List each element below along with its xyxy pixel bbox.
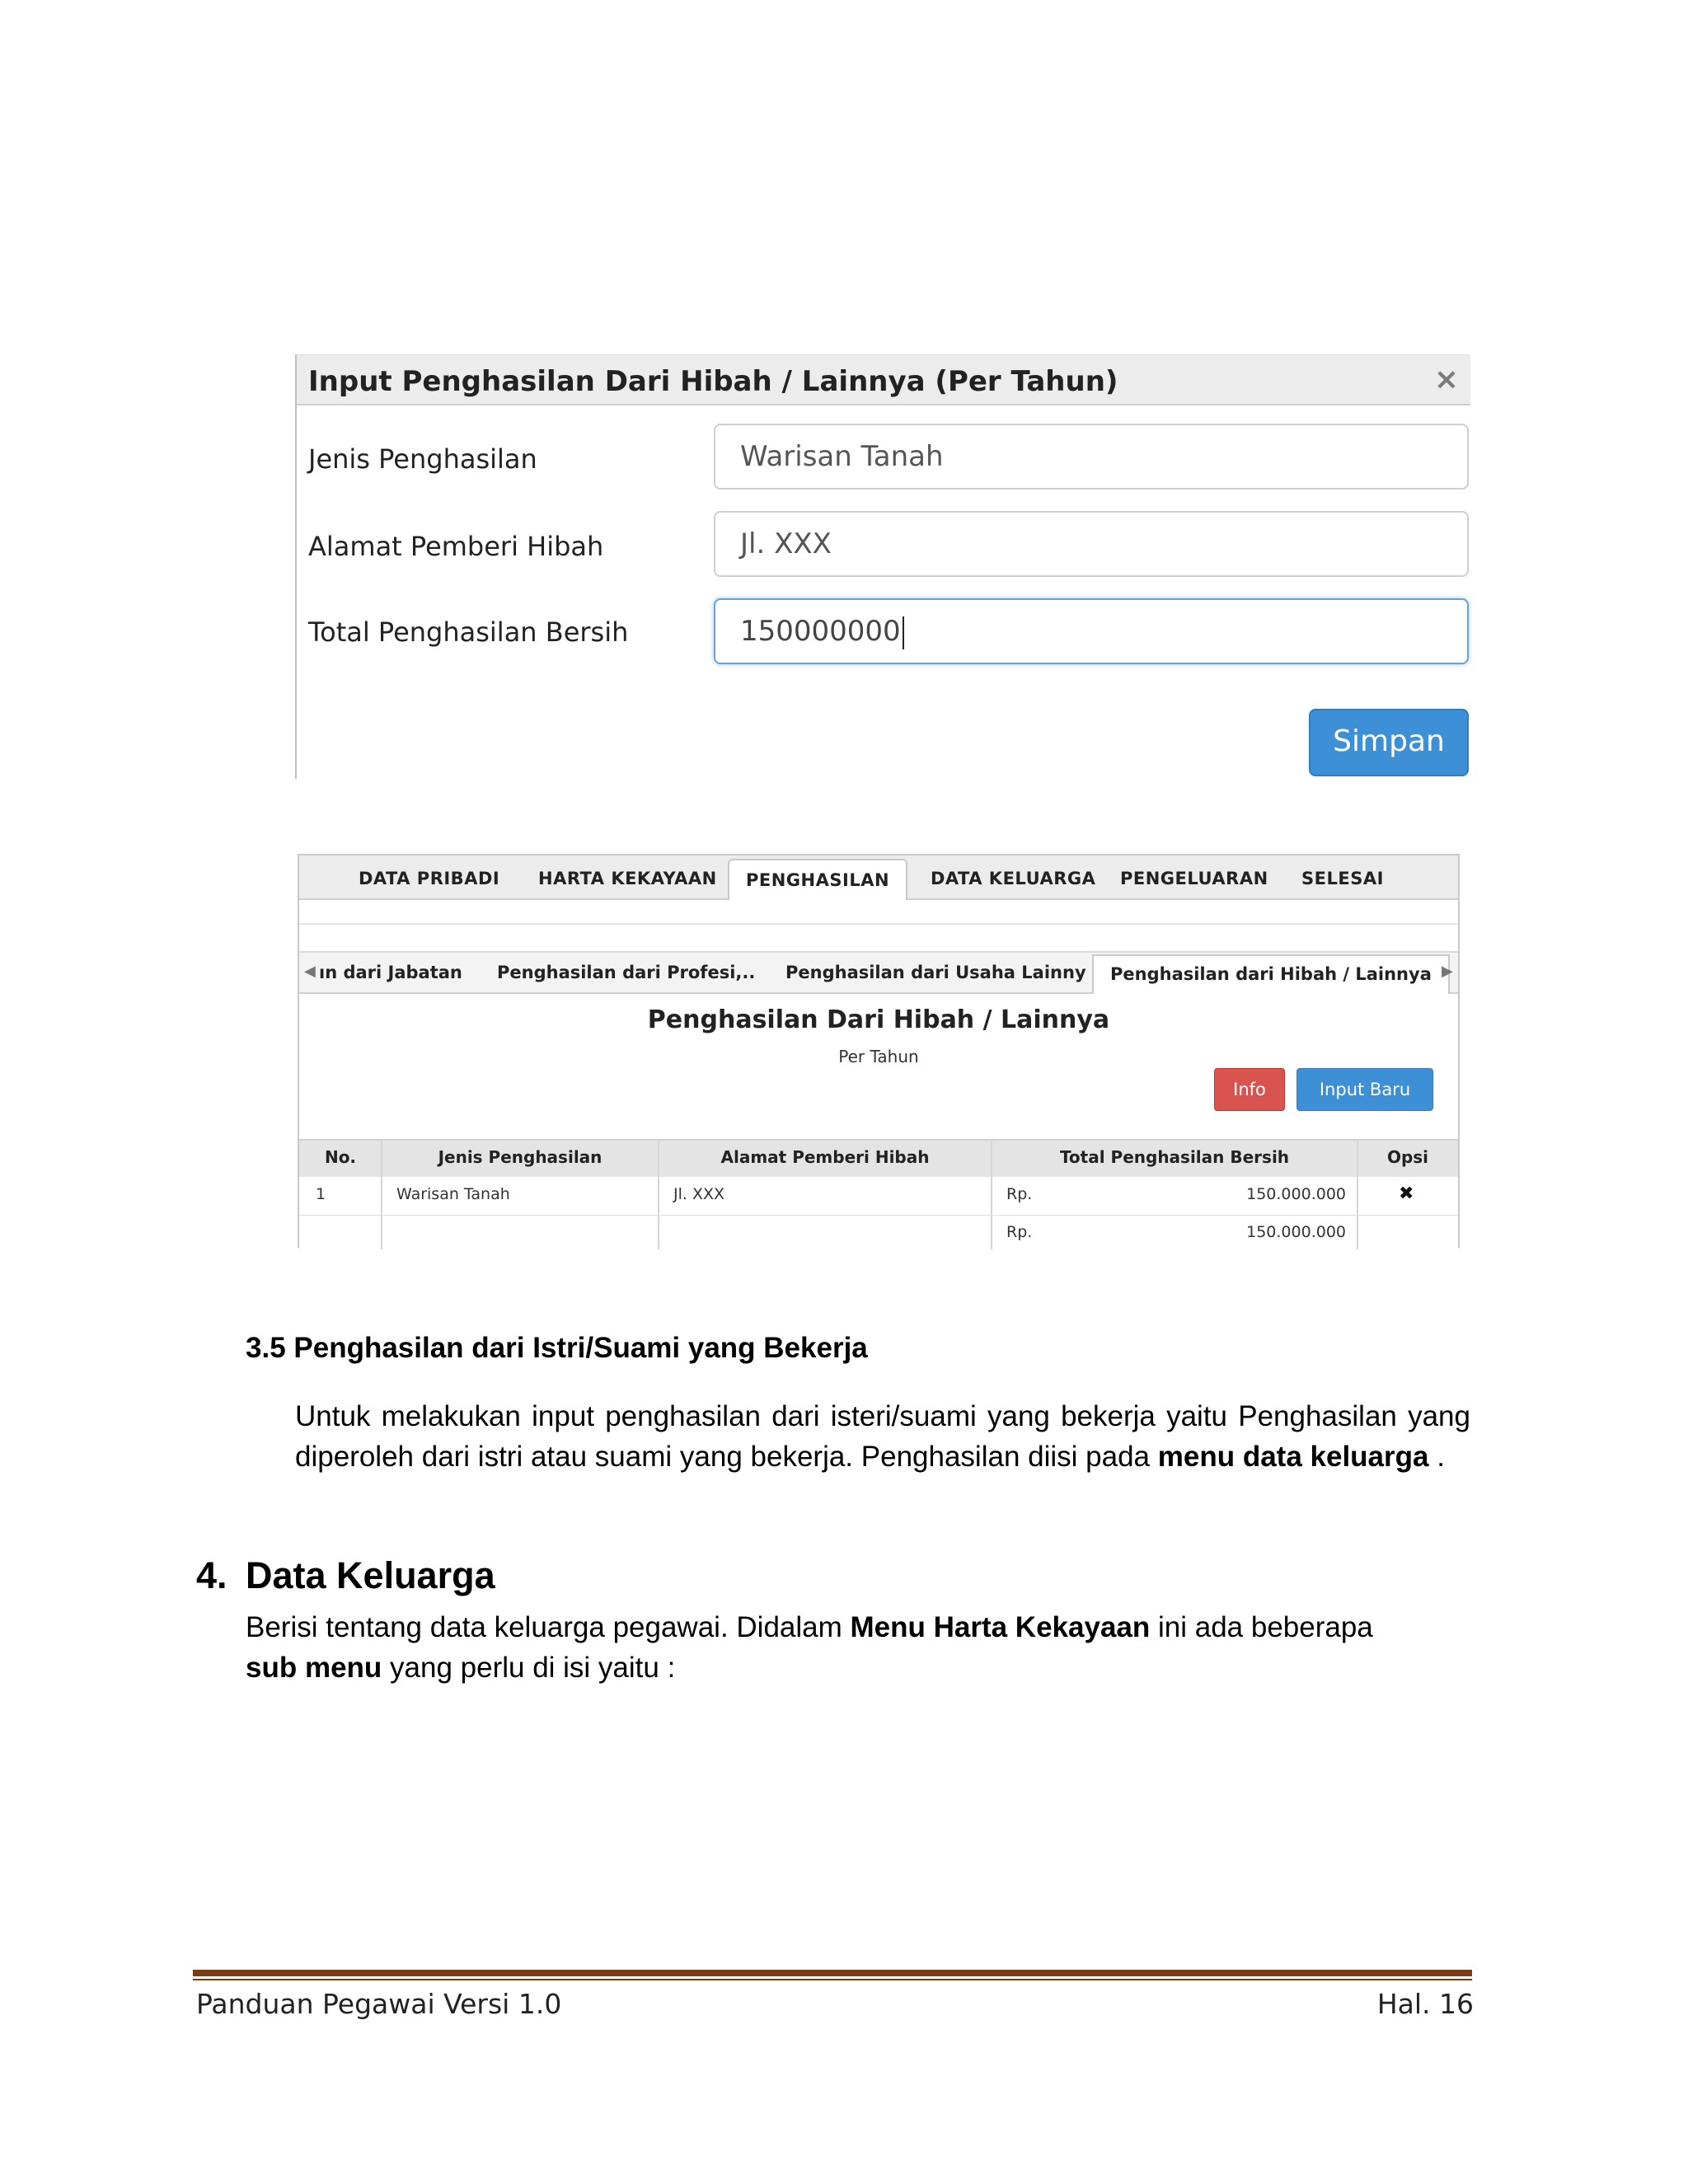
jenis-penghasilan-input[interactable]: Warisan Tanah: [714, 424, 1469, 490]
bold-run: Menu Harta Kekayaan: [850, 1611, 1151, 1643]
col-total: Total Penghasilan Bersih: [1059, 1147, 1290, 1167]
total-penghasilan-input[interactable]: [714, 598, 1469, 664]
col-no: No.: [324, 1147, 357, 1167]
row-jenis: Warisan Tanah: [396, 1185, 510, 1203]
section-heading-3-5: 3.5 Penghasilan dari Istri/Suami yang Bekerja: [246, 1332, 868, 1364]
divider: [299, 923, 1458, 925]
text-run: ini ada beberapa: [1150, 1611, 1373, 1643]
text-run: Untuk melakukan input penghasilan dari isteri/suami yang bekerja yaitu Penghasilan yang diperoleh dari istri atau suami yang bekerja. Penghasilan diisi pada: [295, 1400, 1470, 1473]
table-header: [299, 1139, 1458, 1177]
sub-tab-bar: [299, 951, 1458, 994]
paragraph-3-5: [295, 1396, 1470, 1477]
section-subtitle: Per Tahun: [838, 1047, 919, 1066]
row-divider: [299, 1215, 1458, 1216]
tab-selesai[interactable]: SELESAI: [1301, 869, 1384, 888]
col-jenis: Jenis Penghasilan: [438, 1147, 603, 1167]
input-modal: [295, 354, 1470, 779]
row-currency: Rp.: [1006, 1185, 1033, 1203]
delete-icon[interactable]: ✖: [1399, 1183, 1414, 1204]
tab-data-pribadi[interactable]: DATA PRIBADI: [359, 869, 500, 888]
save-button[interactable]: Simpan: [1309, 709, 1469, 776]
subtab-hibah-lainnya[interactable]: Penghasilan dari Hibah / Lainnya: [1092, 954, 1450, 994]
chapter-title: Data Keluarga: [246, 1554, 495, 1596]
tab-data-keluarga[interactable]: DATA KELUARGA: [931, 869, 1096, 888]
penghasilan-panel: [298, 854, 1460, 1248]
chapter-heading-4: [196, 1554, 495, 1597]
col-divider: [658, 1139, 659, 1249]
main-tab-bar: [299, 855, 1458, 900]
text-run: .: [1428, 1441, 1445, 1473]
bold-run: menu data keluarga: [1157, 1441, 1429, 1473]
col-alamat: Alamat Pemberi Hibah: [720, 1147, 930, 1167]
modal-header: [297, 354, 1470, 405]
close-icon[interactable]: ×: [1433, 363, 1459, 396]
total-currency: Rp.: [1006, 1223, 1033, 1241]
row-alamat: Jl. XXX: [673, 1185, 725, 1203]
text-run: Berisi tentang data keluarga pegawai. Didalam: [246, 1611, 851, 1643]
total-value: 150000000: [740, 615, 901, 648]
row-no: 1: [316, 1185, 326, 1203]
text-run: yang perlu di isi yaitu :: [382, 1652, 676, 1684]
modal-title: Input Penghasilan Dari Hibah / Lainnya (Per Tahun): [308, 365, 1118, 398]
field-label-alamat: Alamat Pemberi Hibah: [308, 531, 604, 562]
paragraph-4: [246, 1607, 1482, 1688]
subtab-profesi[interactable]: Penghasilan dari Profesi,..: [497, 963, 756, 982]
bold-run: sub menu: [246, 1652, 382, 1684]
input-baru-button[interactable]: Input Baru: [1296, 1068, 1433, 1111]
text-caret: [903, 616, 904, 649]
tab-harta-kekayaan[interactable]: HARTA KEKAYAAN: [538, 869, 717, 888]
footer-rule: [193, 1970, 1472, 1976]
subtab-jabatan[interactable]: ın dari Jabatan: [319, 963, 462, 982]
field-label-total: Total Penghasilan Bersih: [308, 616, 629, 648]
chapter-number: 4.: [196, 1554, 227, 1596]
col-divider: [1357, 1139, 1358, 1249]
tab-penghasilan[interactable]: PENGHASILAN: [728, 859, 907, 900]
tab-pengeluaran[interactable]: PENGELUARAN: [1120, 869, 1268, 888]
field-label-jenis: Jenis Penghasilan: [308, 443, 537, 475]
footer-rule-thin: [193, 1979, 1472, 1980]
col-divider: [991, 1139, 992, 1249]
alamat-pemberi-input[interactable]: Jl. XXX: [714, 511, 1469, 577]
row-total: 150.000.000: [1246, 1185, 1346, 1203]
footer-title: Panduan Pegawai Versi 1.0: [196, 1988, 562, 2020]
chevron-right-icon[interactable]: ▶: [1442, 963, 1453, 980]
page-number: Hal. 16: [1376, 1988, 1474, 2020]
col-divider: [381, 1139, 382, 1249]
col-opsi: Opsi: [1386, 1147, 1429, 1167]
info-button[interactable]: Info: [1214, 1068, 1285, 1111]
total-amount: 150.000.000: [1246, 1223, 1346, 1241]
subtab-usaha-lainnya[interactable]: Penghasilan dari Usaha Lainny: [785, 963, 1086, 982]
chevron-left-icon[interactable]: ◀: [304, 963, 316, 980]
section-title: Penghasilan Dari Hibah / Lainnya: [647, 1005, 1110, 1034]
